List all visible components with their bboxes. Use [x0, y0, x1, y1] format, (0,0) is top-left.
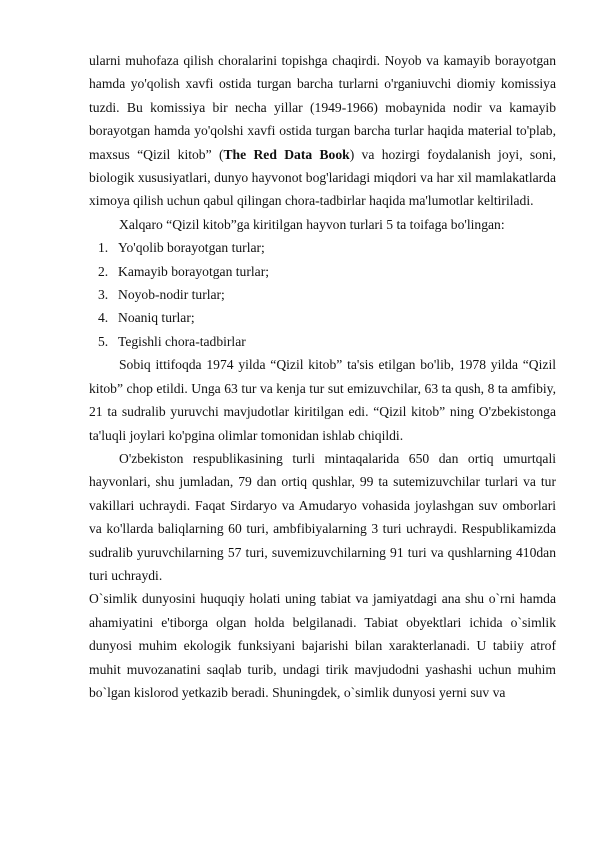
uzbekistan-fauna-paragraph: O'zbekiston respublikasining turli mintaqalarida 650 dan ortiq umurtqali hayvonlari, shu jumladan, 79 dan ortiq qushlar, 99 ta sutemizuvchilar turlari va tur vakillari uchraydi. Faqat Sirdaryo va Amudaryo vohasida joylashgan suv omborlari va ko'llarda baliqlarning 60 turi, ambfibiyalarning 3 turi uchraydi. Respublikamizda sudralib yuruvchilarning 57 turi, suvemizuvchilarning 91 turi va qushlarning 410dan turi uchraydi.: [89, 450, 556, 583]
list-item-number: 5.: [98, 333, 109, 349]
plant-world-paragraph: O`simlik dunyosini huquqiy holati uning tabiat va jamiyatdagi ana shu o`rni hamda ahamiyatini e'tiborga olgan holda belgilanadi. Tabiat obyektlari ichida o`simlik dunyosi muhim ekologik funksiyani bajarishi bilan xarakterlanadi. U tabiiy atrof muhit muvozanatini saqlab turib, undagi tirik mavjudodni yashashi uchun muhim bo`lgan kislorod yetkazib beradi. Shuningdek, o`simlik dunyosi yerni suv va: [89, 591, 556, 700]
list-item: [89, 283, 556, 306]
categories-list: [89, 236, 556, 353]
list-item-number: 4.: [98, 310, 109, 326]
list-item-label: Kamayib borayotgan turlar;: [118, 263, 269, 279]
document-page: [89, 49, 556, 704]
intro-text-2: ) va hozirgi foydalanish joyi, soni, biologik xususiyatlari, dunyo hayvonot bog'laridagi miqdori va har xil mamlakatlarda ximoya qilish uchun qabul qilingan chora-tadbirlar haqida ma'lumotlar keltiriladi.: [89, 146, 556, 209]
ussr-red-book-paragraph: Sobiq ittifoqda 1974 yilda “Qizil kitob” ta'sis etilgan bo'lib, 1978 yilda “Qizil kitob” chop etildi. Unga 63 tur va kenja tur sut emizuvchilar, 63 ta qush, 8 ta amfibiy, 21 ta sudralib yuruvchi mavjudotlar kiritilgan edi. “Qizil kitob” ning O'zbekistonga ta'luqli joylari ko'pgina olimlar tomonidan ishlab chiqildi.: [89, 357, 556, 443]
list-item: [89, 260, 556, 283]
list-item: [89, 306, 556, 329]
list-item-number: 1.: [98, 240, 109, 256]
list-item-label: Yo'qolib borayotgan turlar;: [118, 240, 265, 256]
red-data-book-title: The Red Data Book: [223, 146, 350, 162]
list-item-label: Tegishli chora-tadbirlar: [118, 333, 246, 349]
list-item-label: Noyob-nodir turlar;: [118, 287, 225, 303]
list-item: [89, 236, 556, 259]
categories-heading: Xalqaro “Qizil kitob”ga kiritilgan hayvon turlari 5 ta toifaga bo'lingan:: [119, 216, 505, 232]
list-item: [89, 330, 556, 353]
intro-paragraph: [89, 49, 556, 213]
intro-text-1: ularni muhofaza qilish choralarini topishga chaqirdi. Noyob va kamayib borayotgan hamda yo'qolish xavfi ostida turgan barcha turlarni o'rganiuvchi diomiy komissiya tuzdi. Bu komissiya bir necha yillar (1949-1966) mobaynida nodir va kamayib borayotgan hamda yo'qolshi xavfi ostida turgan barcha turlar haqida material to'plab, maxsus “Qizil kitob” (: [89, 53, 556, 162]
list-item-number: 2.: [98, 263, 109, 279]
list-item-label: Noaniq turlar;: [118, 310, 195, 326]
list-item-number: 3.: [98, 287, 109, 303]
